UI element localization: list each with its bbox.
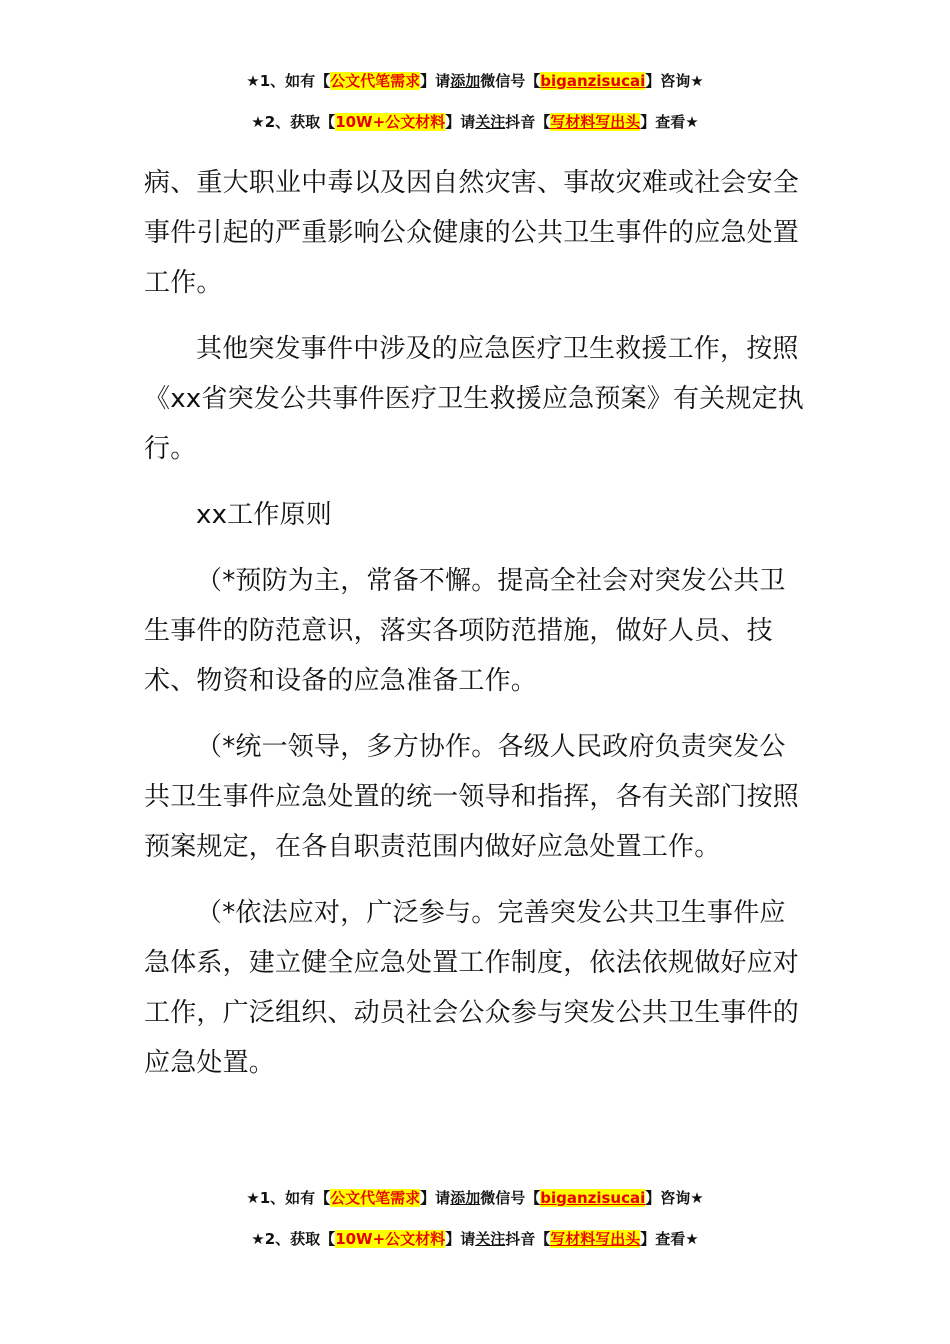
paragraph: 其他突发事件中涉及的应急医疗卫生救援工作，按照《xx省突发公共事件医疗卫生救援应急预案》有关规定执行。 bbox=[144, 334, 804, 464]
banner-text: 】请 bbox=[420, 72, 451, 90]
banner-text: 微信号【 bbox=[480, 72, 541, 90]
underlined-text: 添加 bbox=[450, 1189, 481, 1207]
wechat-id: biganzisucai bbox=[540, 1189, 646, 1207]
douyin-id: 写材料写出头 bbox=[550, 113, 641, 131]
banner-text: ★2、获取【 bbox=[251, 1230, 336, 1248]
banner-text: 】请 bbox=[420, 1189, 451, 1207]
underlined-text: 关注 bbox=[475, 1230, 506, 1248]
banner-text: ★1、如有【 bbox=[246, 1189, 331, 1207]
footer-line-2 bbox=[0, 1228, 950, 1249]
banner-text: 】请 bbox=[445, 113, 476, 131]
banner-text: 】查看★ bbox=[640, 1230, 699, 1248]
document-body bbox=[144, 158, 808, 1104]
douyin-id: 写材料写出头 bbox=[550, 1230, 641, 1248]
footer-line-1 bbox=[0, 1187, 950, 1208]
highlight-text: 10W+公文材料 bbox=[335, 113, 446, 131]
wechat-id: biganzisucai bbox=[540, 72, 646, 90]
highlight-text: 10W+公文材料 bbox=[335, 1230, 446, 1248]
paragraph: 病、重大职业中毒以及因自然灾害、事故灾难或社会安全事件引起的严重影响公众健康的公共卫生事件的应急处置工作。 bbox=[144, 168, 800, 298]
paragraph: （*预防为主，常备不懈。提高全社会对突发公共卫生事件的防范意识，落实各项防范措施，做好人员、技术、物资和设备的应急准备工作。 bbox=[144, 566, 786, 696]
paragraph: （*依法应对，广泛参与。完善突发公共卫生事件应急体系，建立健全应急处置工作制度，依法依规做好应对工作，广泛组织、动员社会公众参与突发公共卫生事件的应急处置。 bbox=[144, 898, 800, 1078]
underlined-text: 关注 bbox=[475, 113, 506, 131]
banner-text: 微信号【 bbox=[480, 1189, 541, 1207]
banner-text: 】查看★ bbox=[640, 113, 699, 131]
banner-text: 抖音【 bbox=[505, 1230, 551, 1248]
highlight-text: 公文代笔需求 bbox=[330, 72, 421, 90]
section-heading: xx工作原则 bbox=[196, 500, 332, 530]
banner-text: 】咨询★ bbox=[645, 72, 704, 90]
highlight-text: 公文代笔需求 bbox=[330, 1189, 421, 1207]
banner-text: ★1、如有【 bbox=[246, 72, 331, 90]
banner-text: ★2、获取【 bbox=[251, 113, 336, 131]
header-line-1 bbox=[0, 70, 950, 91]
header-line-2 bbox=[0, 111, 950, 132]
banner-text: 】咨询★ bbox=[645, 1189, 704, 1207]
underlined-text: 添加 bbox=[450, 72, 481, 90]
paragraph: （*统一领导，多方协作。各级人民政府负责突发公共卫生事件应急处置的统一领导和指挥，各有关部门按照预案规定，在各自职责范围内做好应急处置工作。 bbox=[144, 732, 800, 862]
banner-text: 】请 bbox=[445, 1230, 476, 1248]
banner-text: 抖音【 bbox=[505, 113, 551, 131]
